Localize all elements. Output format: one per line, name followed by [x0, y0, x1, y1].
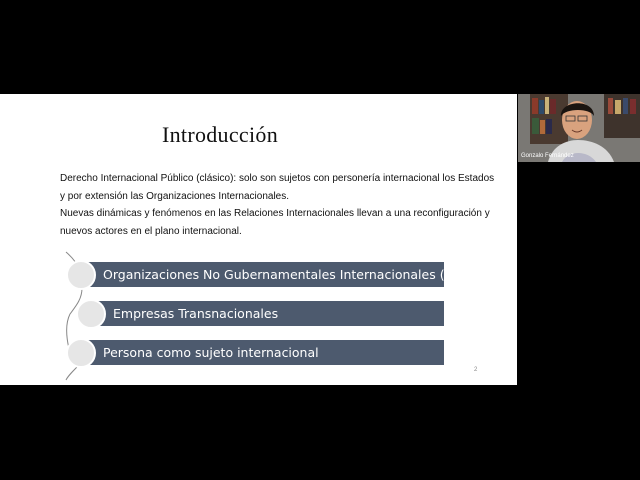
- presentation-slide: [0, 94, 517, 385]
- bullet-circle-ong: [66, 260, 96, 290]
- participant-name-label: Gonzalo Fernández: [521, 153, 574, 159]
- list-item-ong: [88, 262, 479, 287]
- paragraph-new-dynamics: Nuevas dinámicas y fenómenos en las Relaciones Internacionales llevan a una reconfiguración y nuevos actores en el plano internacional.: [60, 208, 490, 237]
- bullet-circle-persona: [66, 338, 96, 368]
- participant-video-frame: [518, 94, 640, 162]
- bullet-circle-empresas: [76, 299, 106, 329]
- paragraph-classic-law: Derecho Internacional Público (clásico): solo son sujetos con personería internacional los Estados y por extensión las Organizaciones Internacionales.: [60, 173, 495, 202]
- list-item-persona: [88, 340, 444, 365]
- list-item-ong-label: Organizaciones No Gubernamentales Internacionales (ONG): [103, 267, 479, 282]
- participant-video-tile[interactable]: [518, 94, 640, 162]
- list-item-empresas-label: Empresas Transnacionales: [113, 306, 279, 321]
- slide-page-number: 2: [474, 367, 478, 373]
- list-item-persona-label: Persona como sujeto internacional: [103, 345, 319, 360]
- list-item-empresas: [98, 301, 444, 326]
- slide-title: Introducción: [161, 122, 278, 147]
